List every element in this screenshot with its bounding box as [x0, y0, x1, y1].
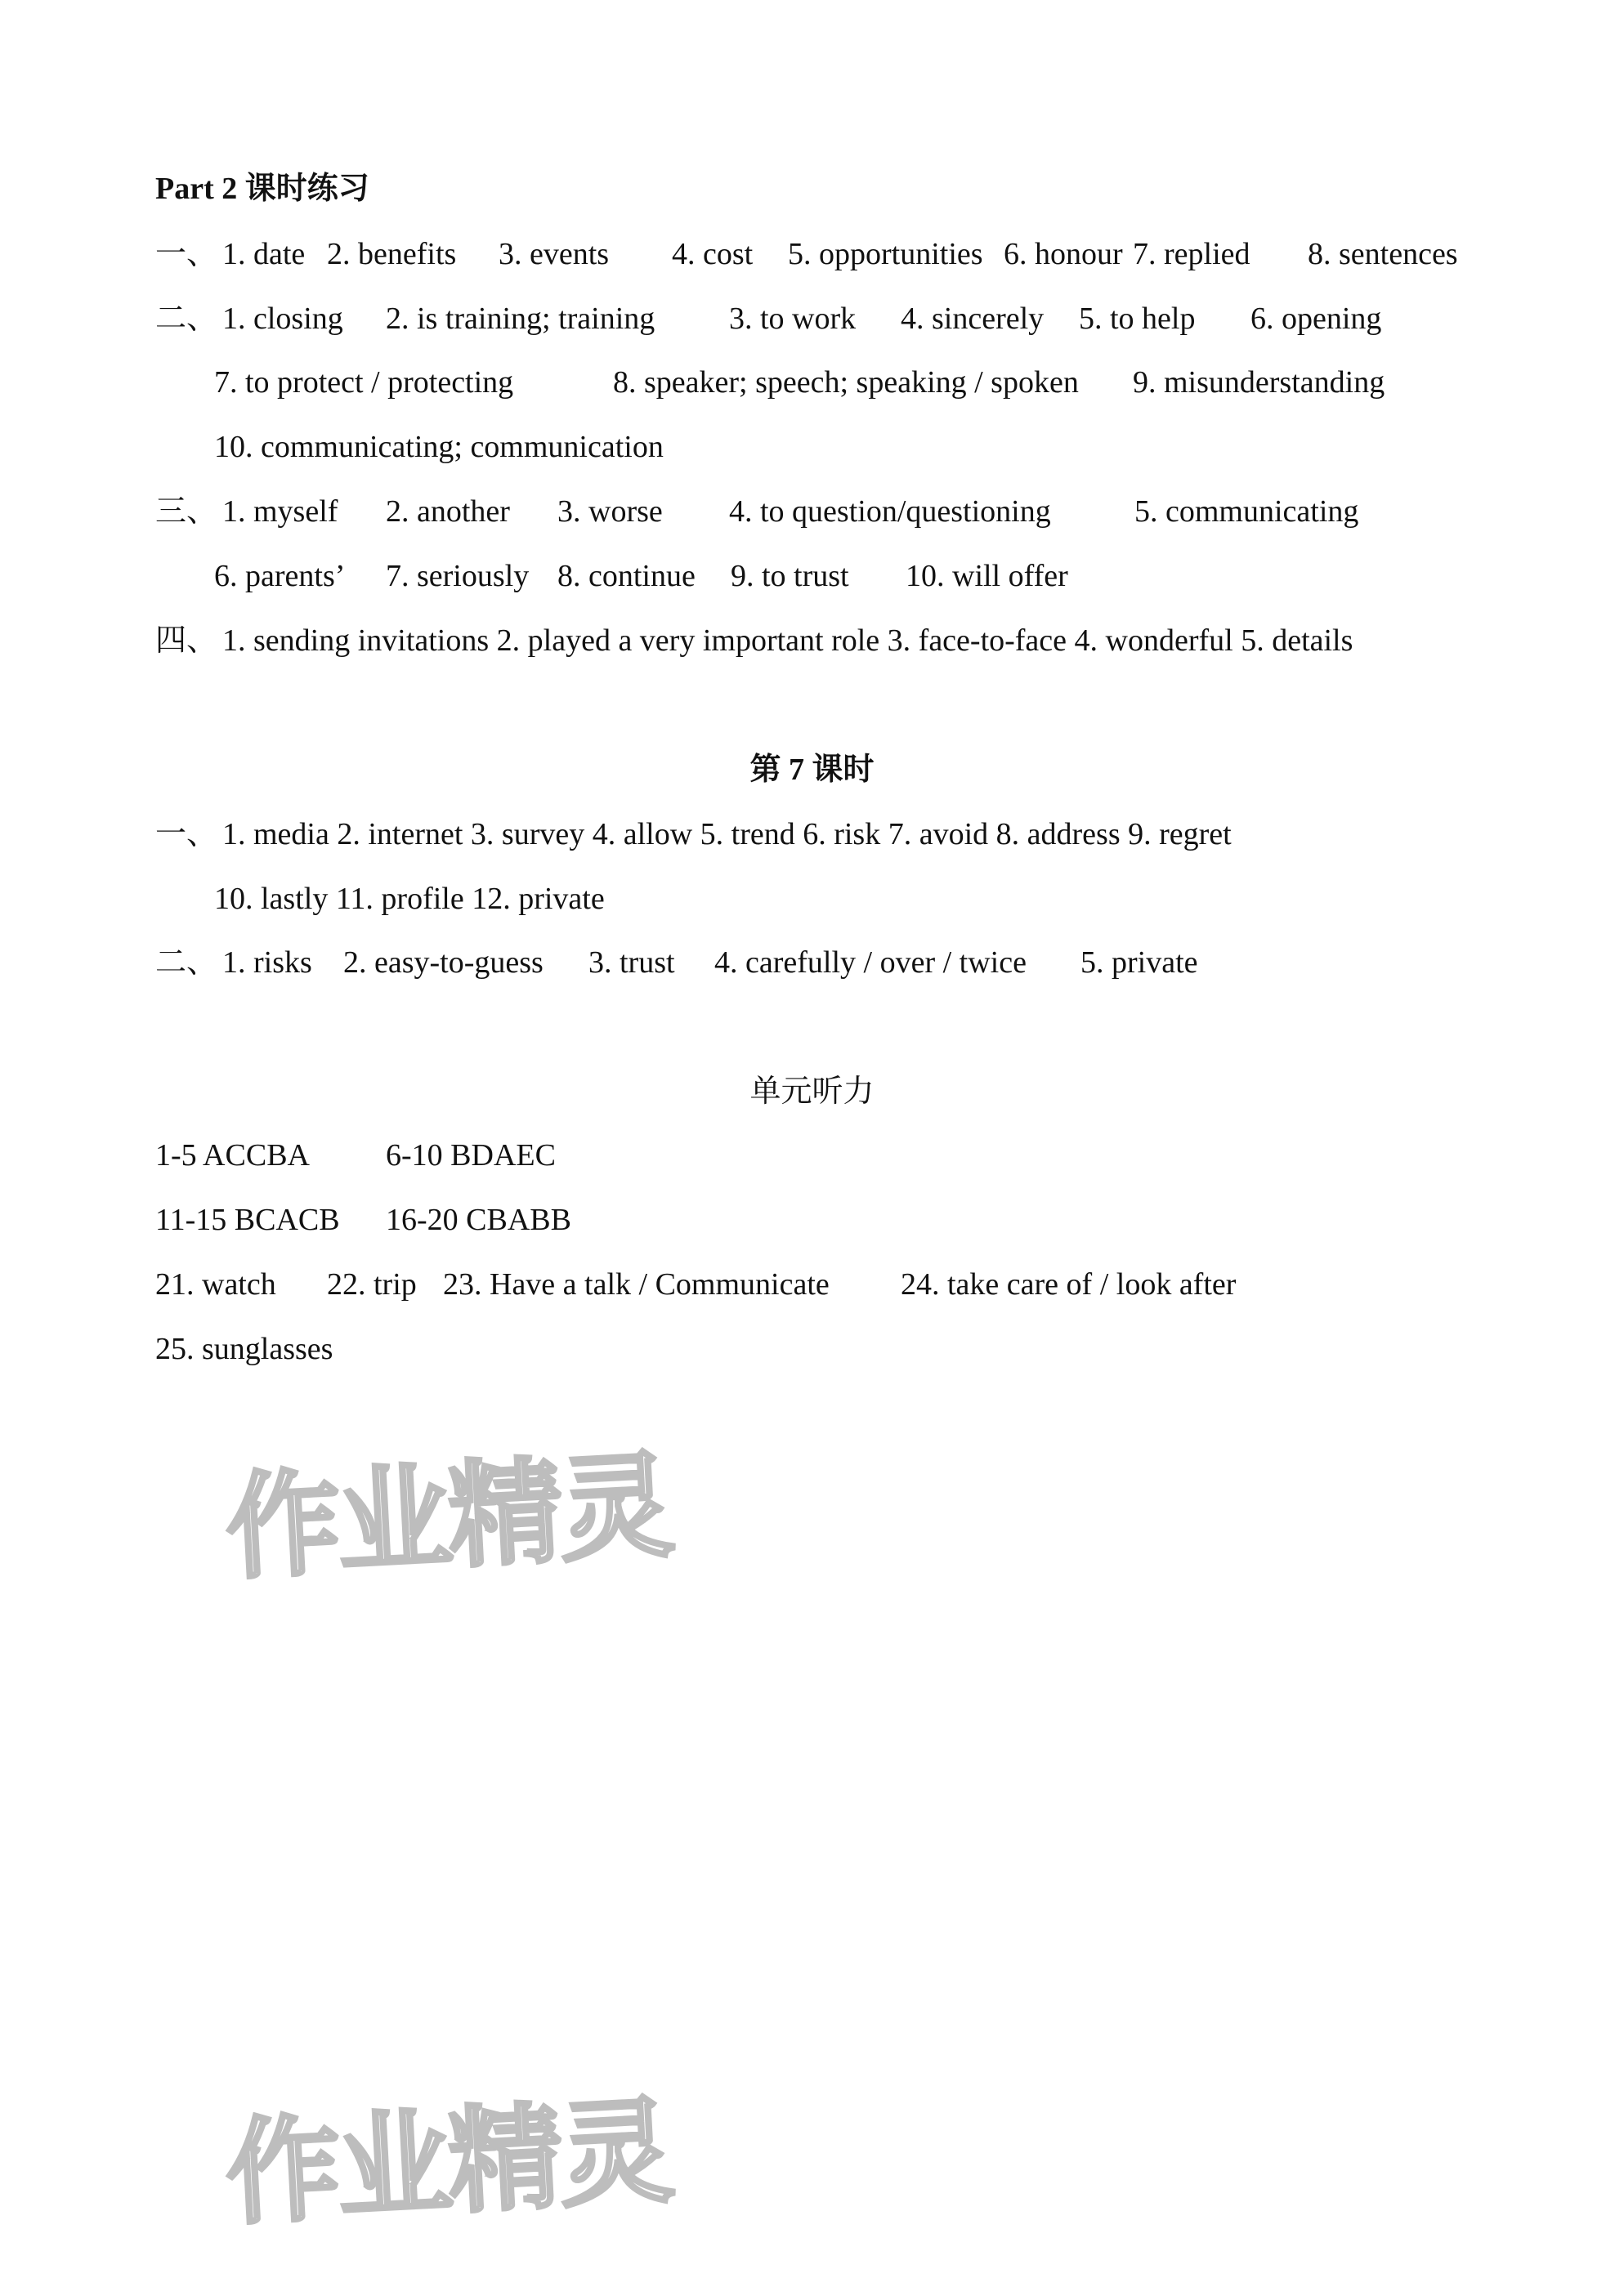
answer-item: 1-5 ACCBA: [155, 1138, 310, 1173]
listening-row4: 25. sunglasses: [155, 1332, 333, 1366]
lesson7-section1-row2: 10. lastly 11. profile 12. private: [214, 882, 605, 916]
answer-item: 5. communicating: [1134, 494, 1359, 529]
answer-item: 11-15 BCACB: [155, 1203, 340, 1237]
answer-item: 24. take care of / look after: [901, 1267, 1237, 1302]
answer-item: 9. to trust: [731, 559, 849, 593]
answer-item: 8. speaker; speech; speaking / spoken: [613, 365, 1079, 400]
answer-item: 5. to help: [1079, 302, 1196, 336]
answer-item: 4. sincerely: [901, 302, 1045, 336]
part2-heading: Part 2 课时练习: [155, 172, 369, 206]
section-prefix: 二、: [155, 302, 218, 336]
answer-item: 5. opportunities: [788, 237, 983, 271]
lesson7-heading: 第 7 课时: [749, 753, 875, 787]
answer-item: 6. honour: [1004, 237, 1123, 271]
answer-text: 1. sending invitations 2. played a very important role 3. face-to-face 4. wonderful 5. details: [222, 623, 1353, 658]
answer-item: 16-20 CBABB: [386, 1203, 571, 1237]
answer-item: 3. trust: [588, 945, 675, 980]
answer-item: 2. is training; training: [386, 302, 655, 336]
answer-item: 21. watch: [155, 1267, 276, 1302]
answer-item: 2. another: [386, 494, 510, 529]
answer-item: 8. continue: [557, 559, 696, 593]
section-prefix: 三、: [155, 494, 218, 529]
answer-item: 4. cost: [672, 237, 754, 271]
section-prefix: 一、: [155, 817, 218, 851]
section-prefix: 二、: [155, 945, 218, 980]
watermark-logo: 作业精灵: [222, 2084, 674, 2242]
answer-item: 23. Have a talk / Communicate: [443, 1267, 830, 1302]
answer-item: 1. risks: [222, 945, 312, 980]
answer-item: 4. to question/questioning: [729, 494, 1051, 529]
answer-item: 6-10 BDAEC: [386, 1138, 556, 1173]
answer-item: 3. events: [499, 237, 610, 271]
answer-item: 6. opening: [1250, 302, 1382, 336]
part2-section2-row3: [214, 428, 664, 466]
listening-heading: 单元听力: [749, 1074, 875, 1109]
answer-item: 3. to work: [729, 302, 857, 336]
answer-item: 8. sentences: [1308, 237, 1458, 271]
answer-item: 1. myself: [222, 494, 338, 529]
answer-item: 3. worse: [557, 494, 663, 529]
answer-item: 10. will offer: [906, 559, 1068, 593]
answer-item: 7. replied: [1133, 237, 1250, 271]
answer-text: 1. media 2. internet 3. survey 4. allow 5. trend 6. risk 7. avoid 8. address 9. regret: [222, 817, 1232, 851]
section-prefix: 四、: [155, 623, 218, 658]
answer-item: 9. misunderstanding: [1133, 365, 1385, 400]
answer-item: 2. easy-to-guess: [343, 945, 544, 980]
answer-item: 10. communicating; communication: [214, 430, 664, 464]
answer-item: 4. carefully / over / twice: [714, 945, 1027, 980]
answer-item: 2. benefits: [327, 237, 457, 271]
answer-item: 1. closing: [222, 302, 343, 336]
answer-item: 22. trip: [327, 1267, 417, 1302]
answer-item: 1. date: [222, 237, 306, 271]
answer-item: 6. parents’: [214, 559, 346, 593]
answer-item: 7. seriously: [386, 559, 530, 593]
answer-item: 5. private: [1080, 945, 1198, 980]
section-prefix: 一、: [155, 237, 218, 271]
watermark-logo: 作业精灵: [222, 1439, 674, 1597]
answer-item: 7. to protect / protecting: [214, 365, 514, 400]
